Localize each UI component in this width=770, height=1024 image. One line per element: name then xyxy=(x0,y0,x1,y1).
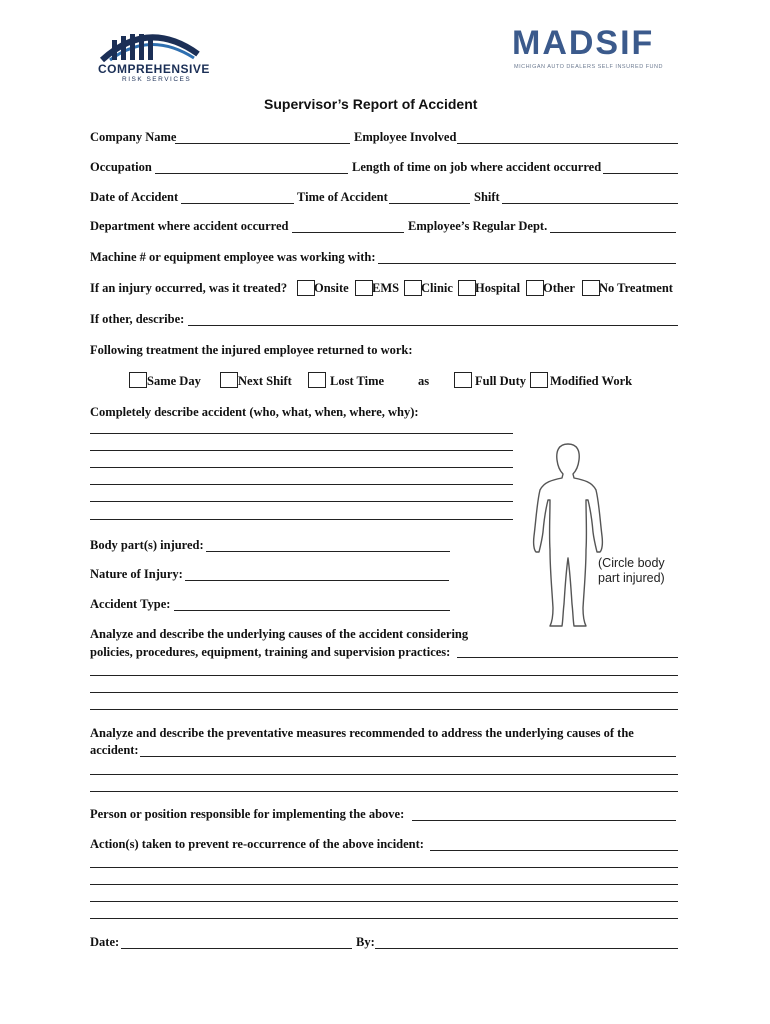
if-other-field[interactable] xyxy=(188,325,678,326)
actions-line-4[interactable] xyxy=(90,918,678,919)
date-of-accident-field[interactable] xyxy=(181,203,294,204)
actions-line-3[interactable] xyxy=(90,901,678,902)
madsif-logo xyxy=(512,24,682,74)
ems-label: EMS xyxy=(372,281,400,295)
describe-line-6[interactable] xyxy=(90,519,513,520)
hospital-label: Hospital xyxy=(475,281,521,295)
logo-company-name: COMPREHENSIVE xyxy=(98,62,210,76)
circle-note-1: (Circle body xyxy=(598,556,665,570)
analyze-causes-line-3[interactable] xyxy=(90,709,678,710)
company-name-field[interactable] xyxy=(175,143,350,144)
bridge-arc-icon xyxy=(98,24,202,64)
body-parts-field[interactable] xyxy=(206,551,450,552)
time-of-accident-label: Time of Accident xyxy=(297,190,388,204)
preventative-line-2[interactable] xyxy=(90,791,678,792)
occupation-label: Occupation xyxy=(90,160,152,174)
comprehensive-logo xyxy=(96,24,210,86)
full-duty-label: Full Duty xyxy=(475,374,527,388)
ems-checkbox[interactable] xyxy=(355,280,373,296)
actions-line-2[interactable] xyxy=(90,884,678,885)
modified-work-label: Modified Work xyxy=(550,374,633,388)
by-label: By: xyxy=(356,935,375,949)
next-shift-checkbox[interactable] xyxy=(220,372,238,388)
accident-type-field[interactable] xyxy=(174,610,450,611)
analyze-causes-label-2: policies, procedures, equipment, training and supervision practices: xyxy=(90,645,451,659)
nature-of-injury-label: Nature of Injury: xyxy=(90,567,183,581)
preventative-field[interactable] xyxy=(140,756,676,757)
describe-line-1[interactable] xyxy=(90,433,513,434)
accident-type-label: Accident Type: xyxy=(90,597,171,611)
analyze-causes-line-2[interactable] xyxy=(90,692,678,693)
machine-field[interactable] xyxy=(378,263,676,264)
department-label: Department where accident occurred xyxy=(90,219,289,233)
madsif-name: MADSIF xyxy=(512,24,655,62)
circle-note-2: part injured) xyxy=(598,571,665,585)
department-field[interactable] xyxy=(292,232,404,233)
shift-label: Shift xyxy=(474,190,500,204)
actions-line-1[interactable] xyxy=(90,867,678,868)
length-of-time-label: Length of time on job where accident occurred xyxy=(352,160,602,174)
clinic-checkbox[interactable] xyxy=(404,280,422,296)
describe-line-2[interactable] xyxy=(90,450,513,451)
occupation-field[interactable] xyxy=(155,173,348,174)
injury-treated-label: If an injury occurred, was it treated? xyxy=(90,281,288,295)
no-treatment-label: No Treatment xyxy=(599,281,673,295)
other-label: Other xyxy=(543,281,575,295)
date-field[interactable] xyxy=(121,948,352,949)
no-treatment-checkbox[interactable] xyxy=(582,280,600,296)
person-responsible-field[interactable] xyxy=(412,820,676,821)
machine-label: Machine # or equipment employee was working with: xyxy=(90,250,376,264)
time-of-accident-field[interactable] xyxy=(389,203,470,204)
preventative-label-2: accident: xyxy=(90,743,139,757)
by-field[interactable] xyxy=(375,948,678,949)
company-name-label: Company Name xyxy=(90,130,177,144)
regular-dept-label: Employee’s Regular Dept. xyxy=(408,219,548,233)
lost-time-label: Lost Time xyxy=(330,374,385,388)
clinic-label: Clinic xyxy=(421,281,453,295)
logo-company-sub: RISK SERVICES xyxy=(122,76,192,83)
madsif-sub: MICHIGAN AUTO DEALERS SELF INSURED FUND xyxy=(514,64,663,70)
onsite-checkbox[interactable] xyxy=(297,280,315,296)
actions-taken-field[interactable] xyxy=(430,850,678,851)
onsite-label: Onsite xyxy=(314,281,349,295)
nature-of-injury-field[interactable] xyxy=(185,580,449,581)
person-responsible-label: Person or position responsible for implementing the above: xyxy=(90,807,405,821)
describe-line-3[interactable] xyxy=(90,467,513,468)
shift-field[interactable] xyxy=(502,203,678,204)
analyze-causes-line-1[interactable] xyxy=(90,675,678,676)
employee-involved-field[interactable] xyxy=(457,143,678,144)
same-day-checkbox[interactable] xyxy=(129,372,147,388)
hospital-checkbox[interactable] xyxy=(458,280,476,296)
preventative-label-1: Analyze and describe the preventative measures recommended to address the underlying causes of the xyxy=(90,726,634,740)
regular-dept-field[interactable] xyxy=(550,232,676,233)
as-label: as xyxy=(418,374,430,388)
body-parts-label: Body part(s) injured: xyxy=(90,538,204,552)
modified-work-checkbox[interactable] xyxy=(530,372,548,388)
date-of-accident-label: Date of Accident xyxy=(90,190,179,204)
full-duty-checkbox[interactable] xyxy=(454,372,472,388)
if-other-label: If other, describe: xyxy=(90,312,185,326)
preventative-line-1[interactable] xyxy=(90,774,678,775)
employee-involved-label: Employee Involved xyxy=(354,130,457,144)
other-checkbox[interactable] xyxy=(526,280,544,296)
next-shift-label: Next Shift xyxy=(238,374,292,388)
describe-accident-label: Completely describe accident (who, what, when, where, why): xyxy=(90,405,419,419)
page-title: Supervisor’s Report of Accident xyxy=(264,96,478,112)
lost-time-checkbox[interactable] xyxy=(308,372,326,388)
actions-taken-label: Action(s) taken to prevent re-occurrence of the above incident: xyxy=(90,837,424,851)
describe-line-5[interactable] xyxy=(90,501,513,502)
body-outline-icon[interactable] xyxy=(528,440,608,630)
following-treatment-label: Following treatment the injured employee returned to work: xyxy=(90,343,413,357)
describe-line-4[interactable] xyxy=(90,484,513,485)
date-label: Date: xyxy=(90,935,120,949)
same-day-label: Same Day xyxy=(147,374,201,388)
length-of-time-field[interactable] xyxy=(603,173,678,174)
analyze-causes-field[interactable] xyxy=(457,657,678,658)
analyze-causes-label-1: Analyze and describe the underlying causes of the accident considering xyxy=(90,627,469,641)
